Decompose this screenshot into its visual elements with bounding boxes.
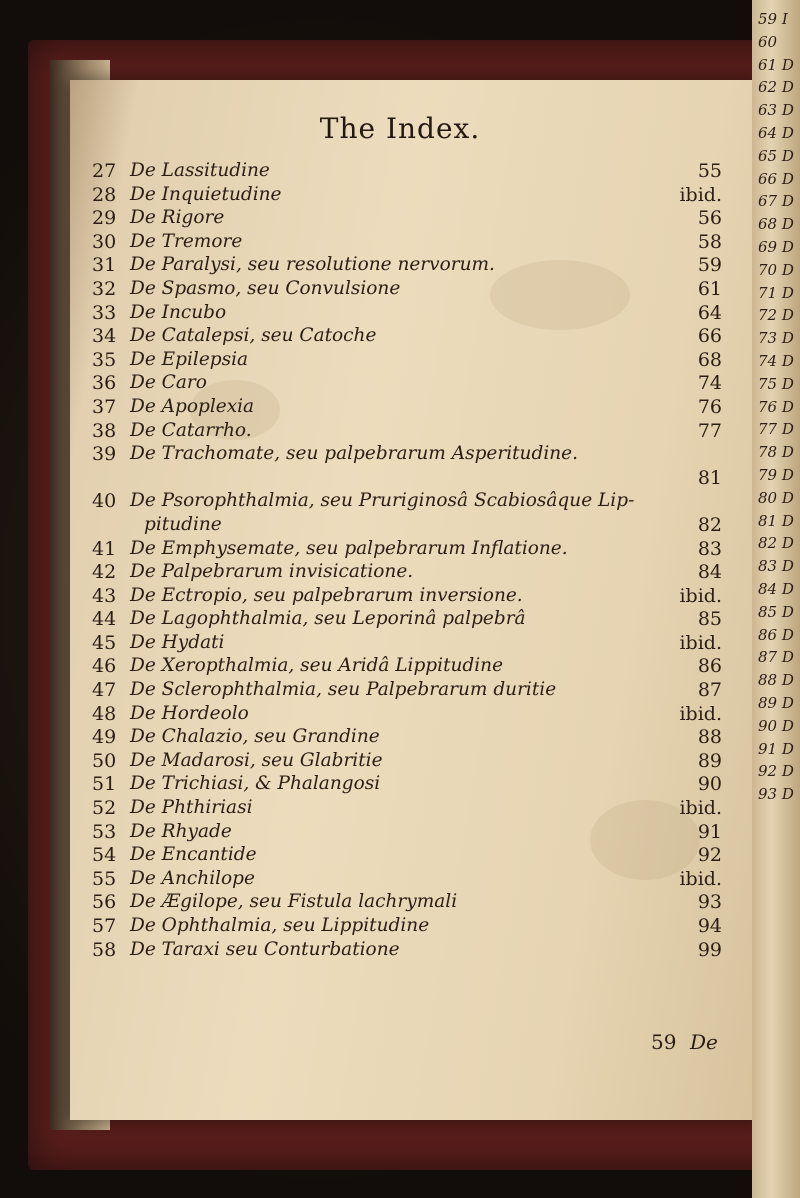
entry-title: De Hordeolo [130,702,249,724]
entry-page: 64 [697,301,722,324]
entry-page: ibid. [679,867,722,890]
entry-title: De Caro [130,372,207,394]
entry-page: 68 [697,348,722,371]
facing-page-line: 72 D [758,306,794,325]
facing-page-line: 73 D [758,329,794,348]
entry-page: 90 [697,773,722,796]
entry-page: ibid. [679,183,722,206]
entry-page: 86 [697,655,722,678]
index-entry [92,655,742,679]
entry-page: 99 [697,938,722,961]
facing-page-line: 60 [758,32,778,51]
entry-number: 33 [92,301,117,324]
facing-page-line: 86 D [758,625,794,644]
entry-title: De Emphysemate, seu palpebrarum Inflatione. [130,537,568,559]
entry-number: 30 [92,230,117,253]
entry-title: De Incubo [130,301,227,323]
entry-title: De Taraxi seu Conturbatione [130,938,400,960]
entry-number: 45 [92,631,117,654]
facing-page-line: 59 I [758,10,788,28]
entry-number: 40 [92,490,117,513]
facing-page-line: 83 D [758,557,794,576]
catchword: De [690,1030,718,1054]
index-entries [92,160,742,962]
facing-page-line: 77 D [758,420,794,439]
index-entry [92,420,742,444]
index-entry [92,632,742,656]
entry-title: pitudine [144,513,222,535]
entry-title: De Chalazio, seu Grandine [130,726,380,748]
entry-number: 50 [92,749,117,772]
index-entry [92,939,742,963]
entry-number: 49 [92,726,117,749]
entry-number: 28 [92,183,117,206]
entry-number: 46 [92,655,117,678]
entry-title: De Encantide [130,844,257,866]
entry-title: De Rigore [130,207,225,229]
facing-page-line: 93 D [758,785,794,804]
entry-title: De Spasmo, seu Convulsione [130,277,401,299]
entry-title: De Inquietudine [130,183,282,205]
facing-page-line: 91 D [758,739,794,758]
entry-number: 31 [92,254,117,277]
index-entry [92,443,742,467]
index-entry [92,585,742,609]
index-entry [92,278,742,302]
index-entry [92,396,742,420]
index-entry [92,608,742,632]
index-entry [92,797,742,821]
entry-title: De Rhyade [130,820,232,842]
entry-page: 87 [697,679,722,702]
entry-number: 56 [92,891,117,914]
entry-page: 93 [697,891,722,914]
index-entry [92,561,742,585]
facing-page-line: 78 D [758,443,794,462]
index-entry [92,207,742,231]
entry-title: De Catarrho. [130,419,252,441]
facing-page-line: 81 D [758,511,794,530]
index-entry [92,160,742,184]
entry-number: 37 [92,395,117,418]
index-entry [92,254,742,278]
index-entry [92,703,742,727]
entry-page: 84 [697,561,722,584]
entry-page: ibid. [679,631,722,654]
facing-page-line: 62 D [758,78,794,97]
entry-title: De Catalepsi, seu Catoche [130,325,377,347]
entry-page: 82 [697,513,722,536]
catchword-number: 59 [651,1030,677,1054]
entry-title: De Ophthalmia, seu Lippitudine [130,915,430,936]
index-entry [92,184,742,208]
index-entry [92,231,742,255]
entry-number: 57 [92,915,117,937]
entry-page: 85 [697,608,722,631]
entry-title: De Xeropthalmia, seu Aridâ Lippitudine [130,655,504,677]
entry-title: De Trachomate, seu palpebrarum Asperitudine. [130,443,578,465]
entry-number: 35 [92,348,117,371]
index-entry [92,773,742,797]
index-entry [92,750,742,774]
entry-page: 74 [697,372,722,395]
entry-page: 58 [697,230,722,253]
entry-title: De Lagophthalmia, seu Leporinâ palpebrâ [130,608,526,630]
entry-number: 44 [92,608,117,631]
facing-page-line: 75 D [758,374,794,393]
index-entry [92,372,742,396]
facing-page-line: 65 D [758,146,794,165]
index-entry [92,349,742,373]
facing-page-text [758,8,794,806]
entry-number: 42 [92,561,117,584]
entry-title: De Hydati [130,631,225,653]
entry-page: 55 [697,160,722,182]
page-header: The Index. [319,112,481,145]
entry-title: De Phthiriasi [130,797,253,819]
facing-page-line: 68 D [758,215,794,234]
entry-number: 38 [92,419,117,442]
index-entry [92,868,742,892]
entry-page: 81 [697,466,722,489]
entry-page: ibid. [679,797,722,820]
entry-page: ibid. [679,702,722,725]
entry-number: 48 [92,702,117,725]
entry-title: De Madarosi, seu Glabritie [130,749,383,771]
entry-number: 51 [92,773,117,796]
entry-title: De Ægilope, seu Fistula lachrymali [130,891,458,913]
entry-page: 89 [697,749,722,772]
index-entry [92,490,742,514]
facing-page-line: 79 D [758,465,794,484]
facing-page-line: 90 D [758,716,794,735]
entry-number: 29 [92,207,117,230]
facing-page-line: 82 D [758,534,794,553]
facing-page-line: 71 D [758,283,794,302]
entry-number: 55 [92,867,117,890]
entry-page: 76 [697,395,722,418]
entry-page: 91 [697,820,722,843]
entry-title: De Paralysi, seu resolutione nervorum. [130,254,495,276]
index-entry [92,302,742,326]
index-entry [92,325,742,349]
facing-page-strip [752,0,800,1198]
entry-number: 27 [92,160,117,182]
entry-page: 59 [697,254,722,277]
entry-title: De Epilepsia [130,348,249,370]
facing-page-line: 85 D [758,602,794,621]
entry-number: 34 [92,325,117,348]
entry-page: 61 [697,277,722,300]
facing-page-line: 67 D [758,192,794,211]
facing-page-line: 66 D [758,169,794,188]
entry-page: 92 [697,844,722,867]
entry-title: De Sclerophthalmia, seu Palpebrarum duritie [130,679,557,701]
facing-page-line: 64 D [758,123,794,142]
entry-page: 94 [697,915,722,937]
entry-title: De Palpebrarum invisicatione. [130,561,414,583]
index-entry [92,514,742,538]
facing-page-line: 70 D [758,260,794,279]
entry-page: 88 [697,726,722,749]
index-entry [92,844,742,868]
index-entry [92,891,742,915]
facing-page-line: 69 D [758,237,794,256]
entry-number: 47 [92,679,117,702]
facing-page-line: 87 D [758,648,794,667]
entry-number: 53 [92,820,117,843]
entry-title: De Anchilope [130,867,255,889]
entry-title: De Psorophthalmia, seu Pruriginosâ Scabiosâque Lip- [130,490,635,512]
entry-page: 77 [697,419,722,442]
entry-number: 36 [92,372,117,395]
index-entry [92,915,742,939]
entry-number: 32 [92,277,117,300]
entry-number: 54 [92,844,117,867]
entry-number: 58 [92,938,117,961]
entry-page: ibid. [679,584,722,607]
entry-number: 43 [92,584,117,607]
facing-page-line: 92 D [758,762,794,781]
entry-page: 83 [697,537,722,560]
entry-title: De Apoplexia [130,395,255,417]
entry-title: De Lassitudine [130,160,270,181]
index-entry [92,467,742,491]
entry-number: 39 [92,443,117,466]
entry-title: De Trichiasi, & Phalangosi [130,773,381,795]
entry-title: De Tremore [130,230,243,252]
facing-page-line: 88 D [758,671,794,690]
facing-page-line: 61 D [758,55,794,74]
facing-page-line: 63 D [758,101,794,120]
index-entry [92,821,742,845]
entry-title: De Ectropio, seu palpebrarum inversione. [130,584,523,606]
facing-page-line: 80 D [758,488,794,507]
index-entry [92,726,742,750]
facing-page-line: 76 D [758,397,794,416]
index-entry [92,679,742,703]
entry-number: 52 [92,797,117,820]
entry-page: 56 [697,207,722,230]
facing-page-line: 89 D [758,693,794,712]
facing-page-line: 74 D [758,351,794,370]
facing-page-line: 84 D [758,579,794,598]
entry-number: 41 [92,537,117,560]
index-entry [92,538,742,562]
entry-page: 66 [697,325,722,348]
